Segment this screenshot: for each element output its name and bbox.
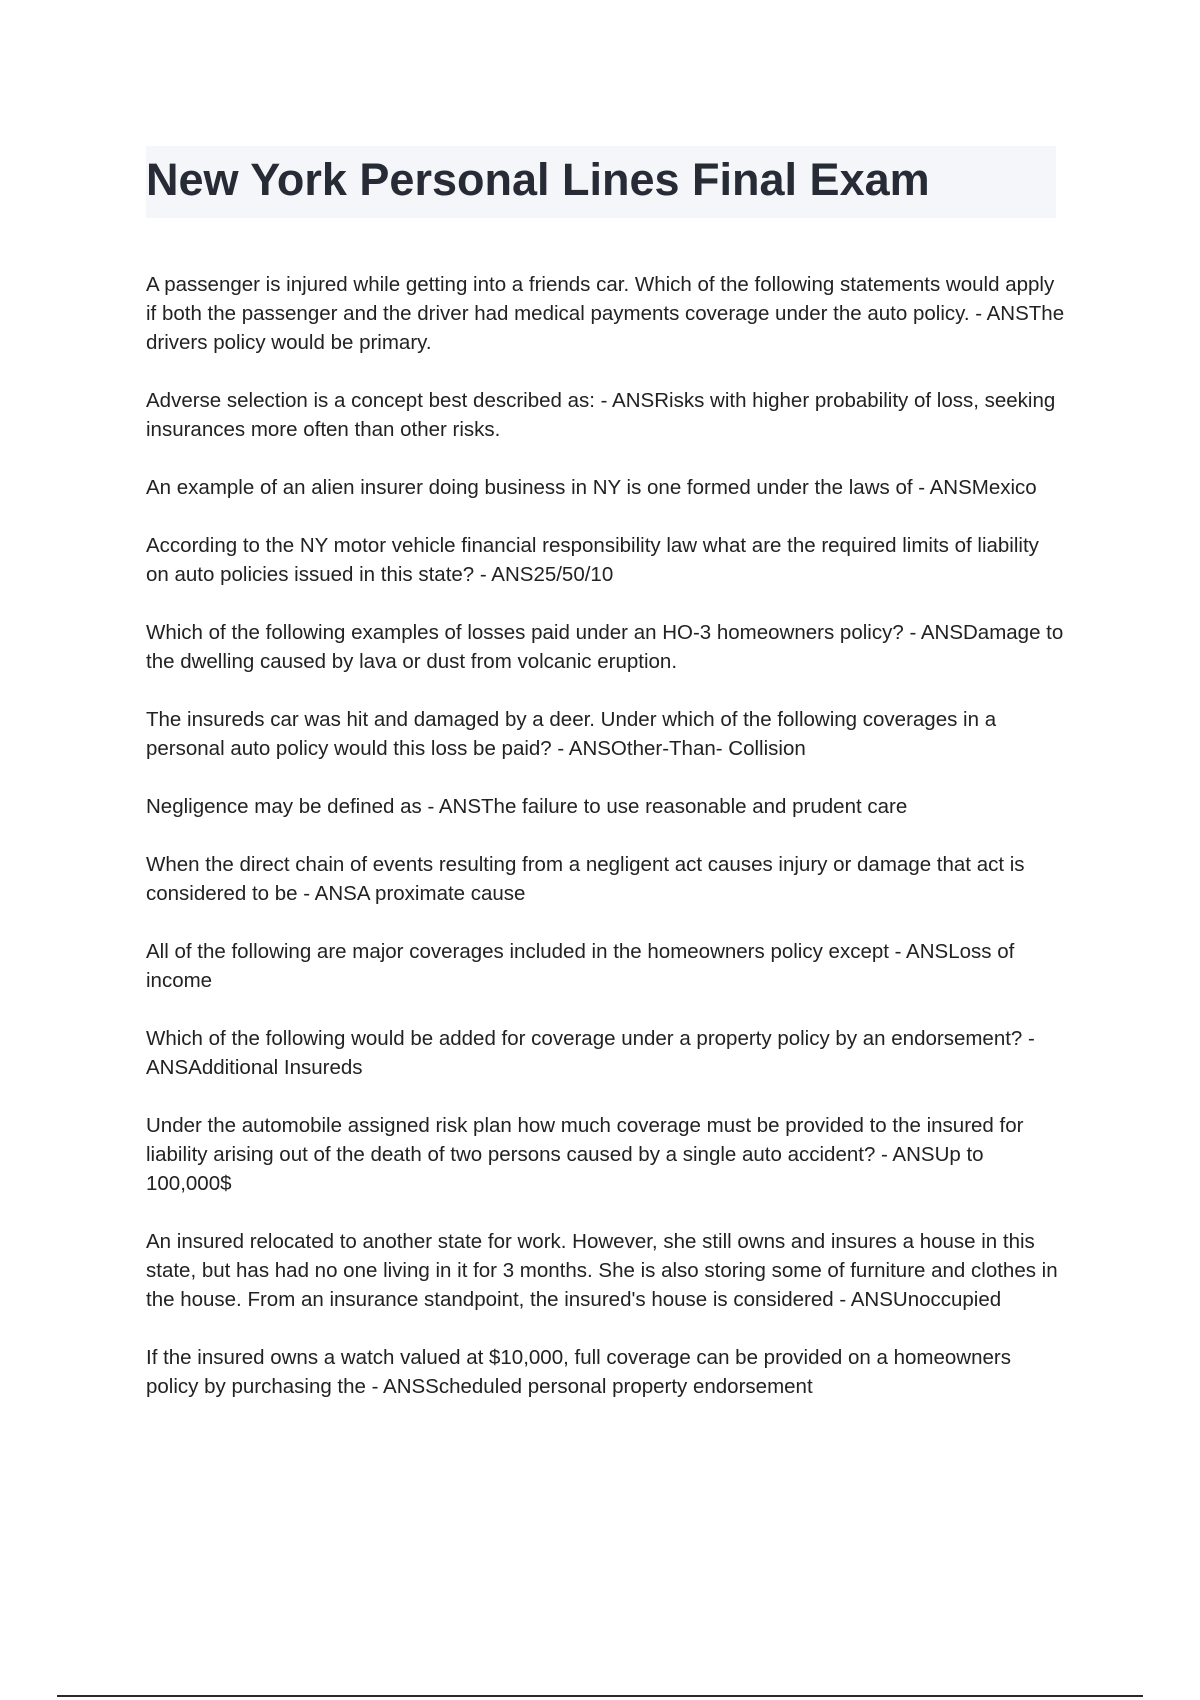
question-item: Adverse selection is a concept best described as: - ANSRisks with higher probability of loss, seeking insurances more often than other risks. bbox=[146, 389, 1056, 441]
question-item: A passenger is injured while getting into a friends car. Which of the following statements would apply if both the passenger and the driver had medical payments coverage under the auto policy. - ANSThe drivers policy would be primary. bbox=[146, 273, 1065, 354]
question-item: Which of the following examples of losses paid under an HO-3 homeowners policy? - ANSDamage to the dwelling caused by lava or dust from volcanic eruption. bbox=[146, 621, 1064, 673]
footer-divider bbox=[57, 1695, 1143, 1697]
question-item: When the direct chain of events resulting from a negligent act causes injury or damage that act is considered to be - ANSA proximate cause bbox=[146, 853, 1025, 905]
title-banner bbox=[146, 146, 1056, 218]
question-item: According to the NY motor vehicle financial responsibility law what are the required limits of liability on auto policies issued in this state? - ANS25/50/10 bbox=[146, 534, 1039, 586]
question-item: If the insured owns a watch valued at $10,000, full coverage can be provided on a homeowners policy by purchasing the - ANSScheduled personal property endorsement bbox=[146, 1346, 1011, 1398]
question-list bbox=[146, 270, 1066, 1430]
question-item: Under the automobile assigned risk plan how much coverage must be provided to the insured for liability arising out of the death of two persons caused by a single auto accident? - ANSUp to 100,000$ bbox=[146, 1114, 1024, 1195]
question-item: All of the following are major coverages included in the homeowners policy except - ANSLoss of income bbox=[146, 940, 1015, 992]
question-item: Negligence may be defined as - ANSThe failure to use reasonable and prudent care bbox=[146, 795, 908, 818]
question-item: Which of the following would be added for coverage under a property policy by an endorsement? - ANSAdditional Insureds bbox=[146, 1027, 1035, 1079]
question-item: An insured relocated to another state for work. However, she still owns and insures a house in this state, but has had no one living in it for 3 months. She is also storing some of furniture and clothes in the house. From an insurance standpoint, the insured's house is considered - ANSUnoccupied bbox=[146, 1230, 1058, 1311]
question-item: An example of an alien insurer doing business in NY is one formed under the laws of - ANSMexico bbox=[146, 476, 1037, 499]
page-title: New York Personal Lines Final Exam bbox=[146, 154, 930, 205]
question-item: The insureds car was hit and damaged by a deer. Under which of the following coverages in a personal auto policy would this loss be paid? - ANSOther-Than- Collision bbox=[146, 708, 997, 760]
